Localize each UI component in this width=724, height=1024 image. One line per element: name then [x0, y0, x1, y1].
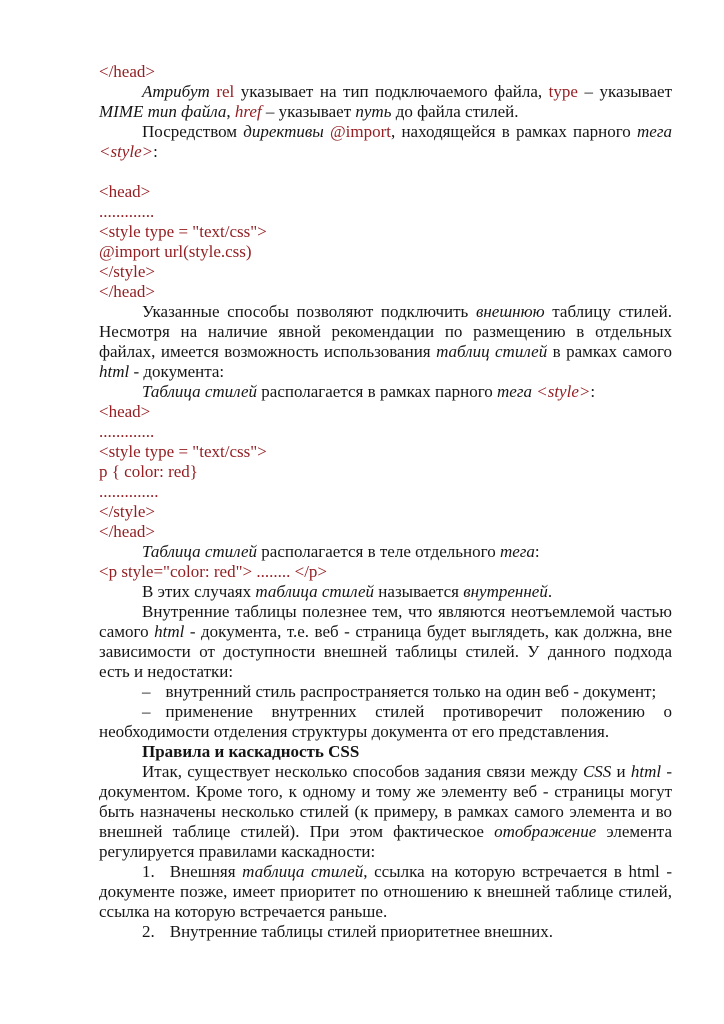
text-run: таблица стилей	[242, 862, 364, 881]
text-run: Внутренние таблицы полезнее тем, что являются неотъемлемой частью самого	[99, 602, 672, 641]
text-run: Внешняя	[169, 862, 243, 881]
text-run: и	[611, 762, 631, 781]
text-run: элемента регулируется правилами каскадности:	[99, 822, 672, 861]
text-run: .............	[99, 202, 155, 221]
text-run: :	[590, 382, 596, 401]
text-run: rel	[216, 82, 235, 101]
text-run: Таблица стилей	[142, 382, 258, 401]
text-run: располагается в теле отдельного	[257, 542, 500, 561]
code-line	[99, 202, 672, 222]
text-run: html	[154, 622, 185, 641]
text-run: @import	[330, 122, 391, 141]
list-item	[99, 862, 672, 922]
text-run: применение внутренних стилей противоречит положению о необходимости отделения структуры документа от его представления.	[99, 702, 672, 741]
list-marker: –	[142, 682, 151, 701]
text-run: Итак, существует несколько способов задания связи между	[142, 762, 583, 781]
text-run: :	[534, 542, 540, 561]
code-line	[99, 422, 672, 442]
text-run: до файла стилей.	[391, 102, 519, 121]
text-run: </head>	[99, 282, 155, 301]
text-run: в рамках самого	[547, 342, 673, 361]
text-run: Внутренние таблицы стилей приоритетнее внешних.	[169, 922, 554, 941]
paragraph	[99, 602, 672, 682]
text-run: <head>	[99, 182, 151, 201]
text-run: таблицу стилей. Несмотря на наличие явной рекомендации по размещению в отдельных файлах, имеется возможность использования	[99, 302, 672, 361]
text-run: внутренней	[463, 582, 548, 601]
text-run: type	[548, 82, 578, 101]
text-run: - документа:	[129, 362, 225, 381]
text-run: <style type = "text/css">	[99, 222, 267, 241]
code-line	[99, 62, 672, 82]
text-run: html	[99, 362, 130, 381]
text-run: - документа, т.е. веб - страница будет выглядеть, как должна, вне зависимости от доступности внешней таблицы стилей. У данного подхода есть и недостатки:	[99, 622, 672, 681]
text-run: Атрибут	[142, 82, 217, 101]
blank-line	[99, 162, 672, 182]
text-run: директивы	[243, 122, 330, 141]
text-run: .	[547, 582, 553, 601]
text-run: </style>	[99, 262, 156, 281]
text-run: <style type = "text/css">	[99, 442, 267, 461]
paragraph	[99, 582, 672, 602]
text-run: , ссылка на которую встречается в html - документе позже, имеет приоритет по отношению к внешней таблице стилей, ссылка на которую встречается раньше.	[99, 862, 672, 921]
code-line	[99, 442, 672, 462]
code-line	[99, 502, 672, 522]
code-line	[99, 562, 672, 582]
text-run: html	[630, 762, 662, 781]
list-item	[99, 702, 672, 742]
text-run: CSS	[582, 762, 612, 781]
text-run: указывает на тип подключаемого файла,	[234, 82, 549, 101]
text-run: – указывает	[577, 82, 672, 101]
text-run: – указывает	[261, 102, 356, 121]
text-run: таблица стилей	[255, 582, 375, 601]
text-run: ,	[226, 102, 235, 121]
list-marker: 2.	[142, 922, 155, 941]
text-run: тега	[499, 542, 535, 561]
text-run: путь	[355, 102, 392, 121]
paragraph	[99, 122, 672, 162]
text-run: тега	[637, 122, 672, 141]
text-run: :	[153, 142, 158, 161]
code-line	[99, 182, 672, 202]
text-run: называется	[374, 582, 464, 601]
text-run: <head>	[99, 402, 151, 421]
code-line	[99, 482, 672, 502]
text-run: Посредством	[142, 122, 244, 141]
text-run: @import url(style.css)	[99, 242, 252, 261]
section-heading	[99, 742, 672, 762]
code-line	[99, 522, 672, 542]
text-run: </style>	[99, 502, 156, 521]
code-line	[99, 222, 672, 242]
text-run: </head>	[99, 522, 155, 541]
list-item	[99, 682, 672, 702]
list-item	[99, 922, 672, 942]
paragraph	[99, 82, 672, 122]
text-run: .............	[99, 422, 155, 441]
code-line	[99, 462, 672, 482]
text-run: тега	[497, 382, 532, 401]
paragraph	[99, 302, 672, 382]
text-run: Указанные способы позволяют подключить	[142, 302, 476, 321]
code-line	[99, 262, 672, 282]
text-run: таблиц стилей	[436, 342, 548, 361]
text-run: <p style="color: red"> ........ </p>	[99, 562, 328, 581]
text-run: отображение	[494, 822, 597, 841]
text-run: p { color: red}	[99, 462, 198, 481]
text-run: <style>	[536, 382, 591, 401]
paragraph	[99, 542, 672, 562]
text-run: </head>	[99, 62, 155, 81]
list-marker: 1.	[142, 862, 155, 881]
text-run: <style>	[99, 142, 154, 161]
paragraph	[99, 382, 672, 402]
list-marker: –	[142, 702, 151, 721]
text-run: ..............	[99, 482, 159, 501]
text-run: MIME тип файла	[99, 102, 227, 121]
text-run: В этих случаях	[142, 582, 256, 601]
code-line	[99, 242, 672, 262]
text-run: внутренний стиль распространяется только на один веб - документ;	[165, 682, 657, 701]
code-line	[99, 402, 672, 422]
text-run: , находящейся в рамках парного	[391, 122, 638, 141]
paragraph	[99, 762, 672, 862]
text-run: - документом. Кроме того, к одному и тому же элементу веб - страницы могут быть назначены несколько стилей (к примеру, в рамках самого элемента и во внешней таблице стилей). При этом фактическое	[99, 762, 672, 841]
text-run: внешнюю	[475, 302, 545, 321]
text-run: Правила и каскадность CSS	[142, 742, 360, 761]
text-run: располагается в рамках парного	[257, 382, 498, 401]
text-run: Таблица стилей	[142, 542, 258, 561]
code-line	[99, 282, 672, 302]
text-run: href	[234, 102, 262, 121]
